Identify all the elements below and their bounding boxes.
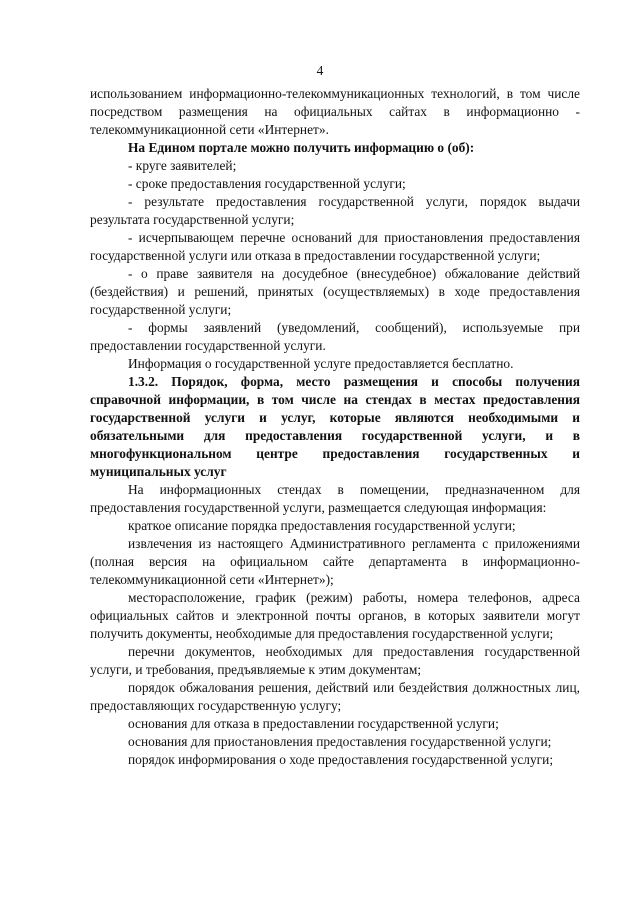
list-item-suspension-grounds: основания для приостановления предоставления государственной услуги; <box>128 734 552 749</box>
list-item-progress-info: порядок информирования о ходе предоставления государственной услуги; <box>128 752 554 767</box>
paragraph-stands: На информационных стендах в помещении, предназначенном для предоставления государственной услуги, размещается следующая информация: <box>90 482 580 515</box>
list-item-short-description: краткое описание порядка предоставления государственной услуги; <box>128 518 516 533</box>
list-item-forms: - формы заявлений (уведомлений, сообщений), используемые при предоставлении государственной услуги. <box>90 320 580 353</box>
list-item-applicants: - круге заявителей; <box>128 158 237 173</box>
list-item-documents: перечни документов, необходимых для предоставления государственной услуги, и требования, предъявляемые к этим документам; <box>90 644 580 677</box>
list-item-refusal-grounds: основания для отказа в предоставлении государственной услуги; <box>128 716 499 731</box>
list-item-term: - сроке предоставления государственной услуги; <box>128 176 406 191</box>
list-item-appeal-right: - о праве заявителя на досудебное (внесудебное) обжалование действий (бездействия) и решений, принятых (осуществляемых) в ходе предоставления государственной услуги; <box>90 266 580 317</box>
body-text <box>90 85 580 769</box>
page-number: 4 <box>316 63 324 78</box>
list-item-result: - результате предоставления государственной услуги, порядок выдачи результата государственной услуги; <box>90 194 580 227</box>
section-heading-1-3-2: 1.3.2. Порядок, форма, место размещения и способы получения справочной информации, в том числе на стендах в местах предоставления государственной услуги и услуг, которые являются необходимыми и обязательными для предоставления государственной услуги, и в многофункциональном центре предоставления государственных и муниципальных услуг <box>90 374 580 479</box>
list-item-location: месторасположение, график (режим) работы, номера телефонов, адреса официальных сайтов и электронной почты органов, в которых заявители могут получить документы, необходимые для предоставления государственной услуги; <box>90 590 580 641</box>
list-item-appeal-procedure: порядок обжалования решения, действий или бездействия должностных лиц, предоставляющих государственную услугу; <box>90 680 580 713</box>
list-item-grounds: - исчерпывающем перечне оснований для приостановления предоставления государственной услуги или отказа в предоставлении государственной услуги; <box>90 230 580 263</box>
paragraph-intro-continuation: использованием информационно-телекоммуникационных технологий, в том числе посредством размещения на официальных сайтах в информационно - телекоммуникационной сети «Интернет». <box>90 86 580 137</box>
paragraph-portal-heading: На Едином портале можно получить информацию о (об): <box>128 140 475 155</box>
list-item-extracts: извлечения из настоящего Административного регламента с приложениями (полная версия на официальном сайте департамента в информационно-телекоммуникационной сети «Интернет»); <box>90 536 580 587</box>
paragraph-free-info: Информация о государственной услуге предоставляется бесплатно. <box>128 356 514 371</box>
